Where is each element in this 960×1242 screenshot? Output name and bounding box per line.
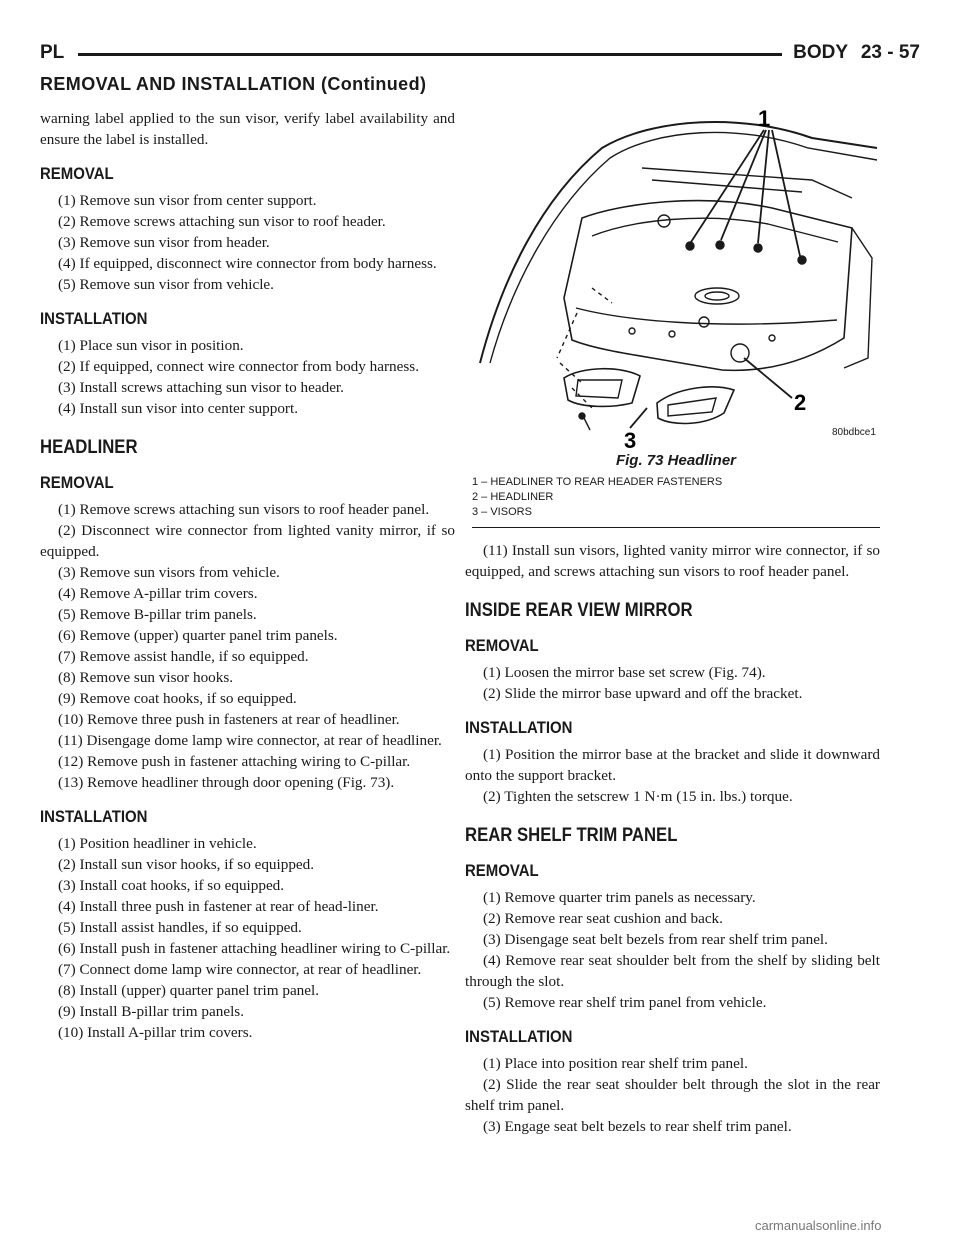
step: (1) Position the mirror base at the bracket and slide it downward onto the support bracket. [465,746,880,784]
legend-item: 1 – HEADLINER TO REAR HEADER FASTENERS [472,476,723,488]
step: (2) Install sun visor hooks, if so equipped. [58,856,315,873]
step: (2) Slide the mirror base upward and off the bracket. [483,685,803,702]
step: (11) Install sun visors, lighted vanity mirror wire connector, if so equipped, and screws attaching sun visors to roof header panel. [465,542,880,580]
step: (10) Install A-pillar trim covers. [58,1024,253,1041]
step: (5) Install assist handles, if so equipped. [58,919,302,936]
step: (3) Engage seat belt bezels to rear shelf trim panel. [483,1118,792,1135]
step: (8) Install (upper) quarter panel trim panel. [58,982,320,999]
step: (9) Remove coat hooks, if so equipped. [58,690,297,707]
continued-heading: REMOVAL AND INSTALLATION (Continued) [40,74,427,94]
mirror-removal-heading: REMOVAL [465,636,539,655]
step: (5) Remove rear shelf trim panel from vehicle. [483,994,767,1011]
step: (2) Tighten the setscrew 1 N·m (15 in. lbs.) torque. [483,788,793,805]
step: (10) Remove three push in fasteners at rear of headliner. [58,711,400,728]
step: (3) Disengage seat belt bezels from rear shelf trim panel. [483,931,828,948]
header-section: BODY [793,42,848,63]
rear-shelf-heading: REAR SHELF TRIM PANEL [465,825,678,846]
intro-paragraph: warning label applied to the sun visor, verify label availability and ensure the label is installed. [40,110,455,148]
figure-code: 80bdbce1 [832,427,876,438]
mirror-heading: INSIDE REAR VIEW MIRROR [465,600,693,621]
sun-visor-removal-heading: REMOVAL [40,164,114,183]
step: (5) Remove sun visor from vehicle. [58,276,274,293]
figure-caption: Fig. 73 Headliner [615,452,737,469]
step: (5) Remove B-pillar trim panels. [58,606,257,623]
step: (2) Remove rear seat cushion and back. [483,910,723,927]
rear-shelf-installation-heading: INSTALLATION [465,1027,573,1046]
step: (3) Remove sun visors from vehicle. [58,564,280,581]
step: (6) Install push in fastener attaching headliner wiring to C-pillar. [58,940,451,957]
step: (2) Disconnect wire connector from lighted vanity mirror, if so equipped. [40,522,455,560]
page-header [40,42,920,76]
step: (2) If equipped, connect wire connector from body harness. [58,358,419,375]
header-rule [78,53,782,56]
headliner-removal-heading: REMOVAL [40,473,114,492]
step: (7) Remove assist handle, if so equipped. [58,648,309,665]
step: (9) Install B-pillar trim panels. [58,1003,245,1020]
callout-3: 3 [624,428,637,453]
legend-item: 2 – HEADLINER [472,491,554,503]
step: (6) Remove (upper) quarter panel trim panels. [58,627,338,644]
page-number: 23 - 57 [860,42,920,63]
step: (3) Install coat hooks, if so equipped. [58,877,285,894]
sun-visor-installation-heading: INSTALLATION [40,309,148,328]
mirror-installation-heading: INSTALLATION [465,718,573,737]
right-column [465,540,880,1137]
step: (4) If equipped, disconnect wire connector from body harness. [58,255,437,272]
legend-item: 3 – VISORS [472,506,532,518]
callout-2: 2 [794,390,807,415]
figure-rule [472,527,880,528]
step: (7) Connect dome lamp wire connector, at rear of headliner. [58,961,422,978]
step: (4) Install sun visor into center support. [58,400,299,417]
left-column [40,108,455,1043]
headliner-illustration [472,108,880,453]
step: (8) Remove sun visor hooks. [58,669,234,686]
figure-legend [472,475,880,520]
step: (12) Remove push in fastener attaching wiring to C-pillar. [58,753,411,770]
step: (4) Remove A-pillar trim covers. [58,585,258,602]
step: (1) Remove screws attaching sun visors to roof header panel. [58,501,430,518]
step: (1) Place into position rear shelf trim panel. [483,1055,748,1072]
rear-shelf-removal-heading: REMOVAL [465,861,539,880]
step: (1) Place sun visor in position. [58,337,244,354]
step: (1) Position headliner in vehicle. [58,835,257,852]
step: (1) Loosen the mirror base set screw (Fig. 74). [483,664,766,681]
step: (2) Remove screws attaching sun visor to roof header. [58,213,386,230]
step: (13) Remove headliner through door opening (Fig. 73). [58,774,395,791]
callout-1: 1 [758,108,771,131]
step: (3) Remove sun visor from header. [58,234,270,251]
step: (2) Slide the rear seat shoulder belt through the slot in the rear shelf trim panel. [465,1076,880,1114]
step: (1) Remove quarter trim panels as necessary. [483,889,756,906]
step: (4) Remove rear seat shoulder belt from the shelf by sliding belt through the slot. [465,952,880,990]
watermark: carmanualsonline.info [755,1218,882,1233]
header-model: PL [40,42,65,63]
headliner-heading: HEADLINER [40,437,138,458]
step: (3) Install screws attaching sun visor to header. [58,379,344,396]
step: (11) Disengage dome lamp wire connector, at rear of headliner. [58,732,442,749]
step: (4) Install three push in fastener at rear of head-liner. [58,898,379,915]
step: (1) Remove sun visor from center support. [58,192,317,209]
headliner-installation-heading: INSTALLATION [40,807,148,826]
